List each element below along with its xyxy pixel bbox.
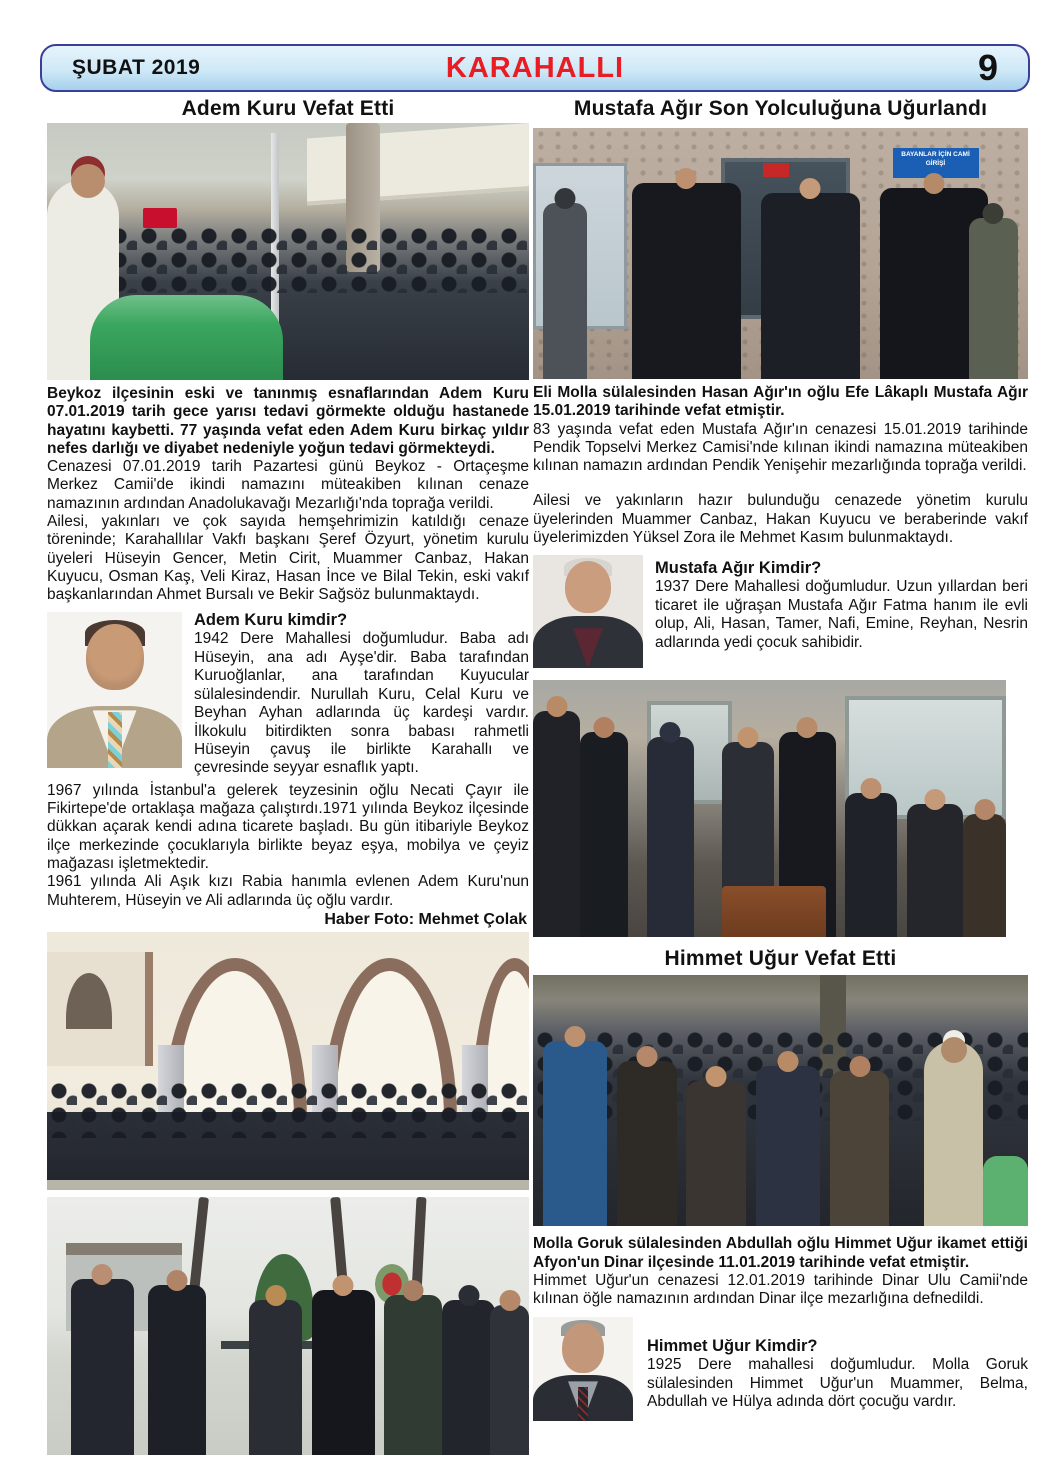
portrait-adem-kuru <box>47 612 182 768</box>
bio-title: Mustafa Ağır Kimdir? <box>655 559 822 578</box>
bio-adem-kuru <box>47 609 529 778</box>
article-lead: Eli Molla sülalesinden Hasan Ağır'ın oğlu Efe Lâkaplı Mustafa Ağır 15.01.2019 tarihinde vefat etmiştir. <box>533 384 1028 420</box>
person-silhouette <box>71 1279 134 1454</box>
bio-text: 1942 Dere Mahallesi doğumludur. Baba adı Hüseyin, ana adı Ayşe'dir. Baba tarafından Kuruoğlanlar, ana tarafından Kuyucular sülalesindendir. Nurullah Kuru, Celal Kuru ve Beyhan Ayhan adlarında üç kardeşi vardır. İlkokulu bitirdikten sonra babası rahmetli Hüseyin çavuş ile birlikte Karahallı ve çevresinde seyyar esnaflık yaptı. <box>194 630 529 777</box>
person-silhouette <box>632 183 741 379</box>
article-adem-kuru <box>47 92 529 1455</box>
article-title: Adem Kuru Vefat Etti <box>181 97 395 120</box>
head-shape <box>86 624 144 690</box>
tie-shape <box>578 1387 588 1421</box>
article-lead: Molla Goruk sülalesinden Abdullah oğlu Himmet Uğur ikamet ettiği Afyon'un Dinar ilçesinde 11.01.2019 tarihinde vefat etmiştir. <box>533 1235 1028 1271</box>
person-silhouette <box>617 1061 676 1227</box>
funeral-info: Cenazesi 07.01.2019 tarih Pazartesi günü Beykoz - Ortaçeşme Merkez Camii'de ikindi namazını müteakiben kılınan cenaze namazının ardından Anadolukavağı Mezarlığı'nda toprağa verildi. <box>47 458 529 512</box>
person-silhouette <box>830 1071 889 1227</box>
person-silhouette <box>490 1305 529 1455</box>
bio-text: 1925 Dere mahallesi doğumludur. Molla Goruk sülalesinden Himmet Uğur'un Muammer, Belma, Abdullah ve Hülya adında dört çocuğu vardır. <box>647 1356 1028 1411</box>
newspaper-title: KARAHALLI <box>445 51 625 84</box>
issue-date: ŞUBAT 2019 <box>72 56 201 79</box>
bio-title: Adem Kuru kimdir? <box>194 611 348 630</box>
head-shape <box>562 1323 604 1373</box>
person-silhouette <box>442 1300 495 1455</box>
person-silhouette <box>969 218 1019 379</box>
right-column <box>533 92 1028 1455</box>
person-silhouette <box>761 193 860 379</box>
person-silhouette <box>845 793 897 937</box>
funeral-photo-adem-kuru <box>47 123 529 380</box>
article-lead: Beykoz ilçesinin eski ve tanınmış esnaflarından Adem Kuru 07.01.2019 tarih gece yarısı tedavi görmekte olduğu hastanede hayatını kaybetti. 77 yaşında vefat eden Adem Kuru birkaç yıldır nefes darlığı ve diyabet nedeniyle yoğun tedavi görmekteydi. <box>47 385 529 457</box>
person-silhouette <box>686 1081 745 1227</box>
person-silhouette <box>384 1295 442 1455</box>
portrait-mustafa-agir <box>533 555 643 668</box>
article-title: Himmet Uğur Vefat Etti <box>664 947 897 971</box>
spacer <box>533 475 1028 492</box>
bio-title: Himmet Uğur Kimdir? <box>647 1337 818 1356</box>
mourners-outdoor-photo <box>47 1197 529 1455</box>
family-paragraph: 1961 yılında Ali Aşık kızı Rabia hanımla evlenen Adem Kuru'nun Muhterem, Hüseyin ve Ali adlarında üç oğlu vardır. <box>47 873 529 909</box>
person-silhouette <box>543 1041 607 1227</box>
funeral-info: Himmet Uğur'un cenazesi 12.01.2019 tarihinde Dinar Ulu Camii'nde kılınan öğle namazının ardından Dinar ilçe mezarlığına defnedildi. <box>533 1271 1028 1308</box>
page-number: 9 <box>977 47 998 88</box>
imam-head-shape <box>941 1037 967 1063</box>
red-sign-shape <box>763 163 789 177</box>
page-body <box>47 92 1030 1455</box>
bio-text: 1937 Dere Mahallesi doğumludur. Uzun yıllardan beri ticaret ile uğraşan Mustafa Ağır Fatma hanım ile evli olup, Ali, Hasan, Tamer, Nafi, Emine, Reyhan, Nesrin adlarında yedi çocuk sahibidir. <box>655 578 1028 651</box>
canopy-shape <box>307 123 529 205</box>
head-shape <box>565 561 611 613</box>
mosque-courtyard-photo <box>47 932 529 1190</box>
person-silhouette <box>533 711 580 937</box>
imam-head-shape <box>71 164 105 198</box>
article-title: Mustafa Ağır Son Yolculuğuna Uğurlandı <box>573 97 988 120</box>
mosque-entrance-photo-mustafa <box>533 128 1028 379</box>
table-shape <box>722 886 826 937</box>
photo-credit: Haber Foto: Mehmet Çolak <box>324 910 527 928</box>
person-silhouette <box>647 737 694 937</box>
masthead <box>40 44 1030 92</box>
person-silhouette <box>963 814 1006 937</box>
bio-mustafa-agir <box>533 553 1028 670</box>
funeral-info: 83 yaşında vefat eden Mustafa Ağır'ın cenazesi 15.01.2019 tarihinde Pendik Topselvi Merkez Camisi'nde kılınan ikindi namazına müteakiben kılınan namazın ardından Pendik Yenişehir mezarlığında toprağa verildi. <box>533 420 1028 475</box>
attendees: Ailesi ve yakınların hazır bulunduğu cenazede yönetim kurulu üyelerinden Muammer Canbaz, Hakan Kuyucu ve beraberinde vakıf üyelerimizden Yüksel Zora ile Mehmet Kasım bulunmaktaydı. <box>533 492 1028 546</box>
person-silhouette <box>580 732 627 938</box>
person-silhouette <box>312 1290 375 1455</box>
person-silhouette <box>907 804 964 938</box>
entrance-sign: BAYANLAR İÇİN CAMİ GİRİŞİ <box>893 148 979 178</box>
person-silhouette <box>756 1066 820 1227</box>
crowd-shape <box>47 226 529 293</box>
floor-shape <box>47 1180 529 1190</box>
coffin-shape <box>983 1156 1028 1226</box>
person-silhouette <box>543 203 588 379</box>
turkish-flag-shape <box>143 208 177 228</box>
person-silhouette <box>249 1300 302 1455</box>
tie-shape <box>108 712 122 768</box>
person-silhouette <box>148 1285 206 1455</box>
bio-himmet-ugur <box>533 1315 1028 1423</box>
funeral-crowd-photo-himmet <box>533 975 1028 1226</box>
imam-shape <box>924 1041 983 1227</box>
coffin-shape <box>90 295 283 380</box>
portrait-himmet-ugur <box>533 1317 633 1421</box>
career-paragraph: 1967 yılında İstanbul'a gelerek teyzesinin oğlu Necati Çayır ile Fikirtepe'de ortaklaşa mağaza çalıştırdı.1971 yılında Beykoz ilçesinde dükkan açarak kendi adına ticarete başladı. Bu gün itibariyle Beykoz ilçe merkezinde çocuklarıyla birlikte beyaz eşya, mobilya ve çeyiz mağazası işletmektedir. <box>47 781 529 872</box>
indoor-group-photo-mustafa <box>533 680 1006 937</box>
crowd-heads-shape <box>47 1081 529 1138</box>
attendees: Ailesi, yakınları ve çok sayıda hemşehrimizin katıldığı cenaze töreninde; Karahallılar Vakfı başkanı Şeref Özyurt, yönetim kurulu üyeleri Hüseyin Gencer, Metin Cirit, Muammer Canbaz, Hakan Kuyucu, Osman Kaş, Veli Kiraz, Hasan İnce ve Bilal Tekin, eski vakıf başkanlarından Ahmet Bursalı ve Bekir Sağsöz bulunmaktaydı. <box>47 512 529 604</box>
